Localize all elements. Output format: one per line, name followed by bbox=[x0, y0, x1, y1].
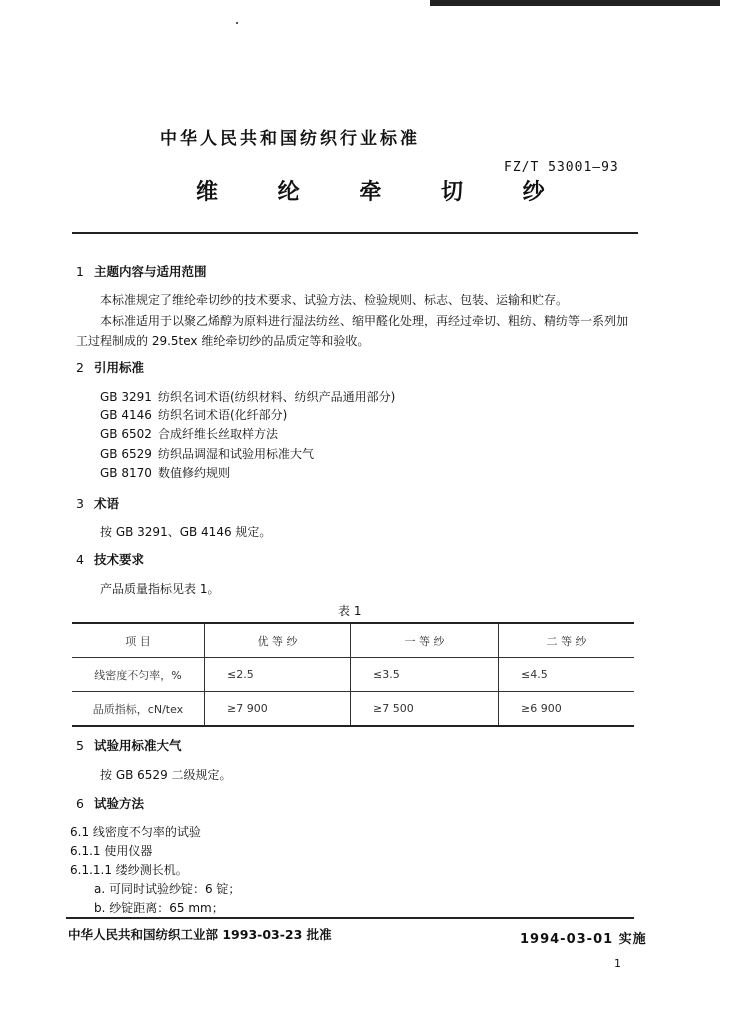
section-4-heading bbox=[76, 550, 144, 568]
section-5-heading bbox=[76, 736, 182, 754]
clause-line: 6.1.1.1 缕纱测长机。 bbox=[70, 863, 188, 877]
reference-item bbox=[100, 406, 287, 423]
section-number: 3 bbox=[76, 496, 84, 511]
title-rule bbox=[72, 232, 638, 234]
section-3-heading bbox=[76, 494, 119, 512]
section-number: 4 bbox=[76, 552, 84, 567]
implementation-date: 1994-03-01 实施 bbox=[520, 932, 647, 947]
section-number: 1 bbox=[76, 264, 84, 279]
section-number: 5 bbox=[76, 738, 84, 753]
table-header-cell: 一 等 纱 bbox=[351, 623, 499, 658]
scan-speck bbox=[236, 22, 238, 24]
section-number: 2 bbox=[76, 360, 84, 375]
approval-line: 中华人民共和国纺织工业部 1993-03-23 批准 bbox=[68, 927, 332, 942]
top-edge-rule bbox=[430, 0, 720, 6]
table-header-cell: 优 等 纱 bbox=[205, 623, 351, 658]
table-cell: 线密度不匀率，% bbox=[72, 658, 205, 692]
reference-name: 数值修约规则 bbox=[158, 466, 231, 480]
reference-name: 纺织名词术语(纺织材料、纺织产品通用部分) bbox=[158, 390, 396, 404]
section-number: 6 bbox=[76, 796, 84, 811]
reference-code: GB 8170 bbox=[100, 466, 152, 480]
page-number: 1 bbox=[614, 957, 621, 970]
paragraph: 工过程制成的 29.5tex 维纶牵切纱的品质定等和验收。 bbox=[76, 334, 370, 348]
table-cell: ≤3.5 bbox=[351, 658, 499, 692]
section-title: 引用标准 bbox=[94, 360, 145, 375]
reference-name: 纺织名词术语(化纤部分) bbox=[158, 408, 288, 422]
section-1-heading bbox=[76, 262, 207, 280]
table-cell: ≤2.5 bbox=[205, 658, 351, 692]
paragraph: 按 GB 3291、GB 4146 规定。 bbox=[100, 525, 272, 539]
section-title: 技术要求 bbox=[94, 552, 145, 567]
table-cell: ≥7 500 bbox=[351, 692, 499, 727]
table-cell: 品质指标，cN/tex bbox=[72, 692, 205, 727]
section-title: 主题内容与适用范围 bbox=[94, 264, 207, 279]
section-title: 术语 bbox=[94, 496, 120, 511]
paragraph: 按 GB 6529 二级规定。 bbox=[100, 768, 232, 782]
table-header-row bbox=[72, 623, 634, 658]
reference-item bbox=[100, 425, 278, 442]
quality-table bbox=[72, 622, 634, 727]
reference-item bbox=[100, 445, 314, 462]
reference-code: GB 3291 bbox=[100, 390, 152, 404]
reference-code: GB 6502 bbox=[100, 427, 152, 441]
paragraph: 产品质量指标见表 1。 bbox=[100, 582, 220, 596]
clause-line: 6.1 线密度不匀率的试验 bbox=[70, 825, 201, 839]
table-row bbox=[72, 692, 634, 727]
paragraph: 本标准适用于以聚乙烯醇为原料进行湿法纺丝、缩甲醛化处理，再经过牵切、粗纺、精纺等一系列加 bbox=[100, 314, 629, 328]
section-title: 试验用标准大气 bbox=[94, 738, 182, 753]
reference-item bbox=[100, 388, 395, 405]
table-cell: ≥6 900 bbox=[499, 692, 635, 727]
paragraph: 本标准规定了维纶牵切纱的技术要求、试验方法、检验规则、标志、包装、运输和贮存。 bbox=[100, 293, 569, 307]
clause-line: 6.1.1 使用仪器 bbox=[70, 844, 153, 858]
reference-code: GB 6529 bbox=[100, 447, 152, 461]
reference-name: 纺织品调湿和试验用标准大气 bbox=[158, 447, 315, 461]
reference-item bbox=[100, 464, 230, 481]
table-cell: ≥7 900 bbox=[205, 692, 351, 727]
table-row bbox=[72, 658, 634, 692]
section-2-heading bbox=[76, 358, 144, 376]
section-title: 试验方法 bbox=[94, 796, 145, 811]
reference-code: GB 4146 bbox=[100, 408, 152, 422]
clause-item: b. 纱锭距离：65 mm； bbox=[94, 901, 224, 915]
table-header-cell: 二 等 纱 bbox=[499, 623, 635, 658]
table-header-cell: 项 目 bbox=[72, 623, 205, 658]
document-title: 维 纶 牵 切 纱 bbox=[196, 180, 571, 205]
standard-code: FZ/T 53001—93 bbox=[504, 160, 619, 175]
table-cell: ≤4.5 bbox=[499, 658, 635, 692]
clause-item: a. 可同时试验纱锭：6 锭； bbox=[94, 882, 241, 896]
reference-name: 合成纤维长丝取样方法 bbox=[158, 427, 279, 441]
footer-rule bbox=[66, 917, 634, 919]
section-6-heading bbox=[76, 794, 144, 812]
table-caption: 表 1 bbox=[338, 604, 362, 618]
issuer-header: 中华人民共和国纺织行业标准 bbox=[160, 129, 420, 149]
